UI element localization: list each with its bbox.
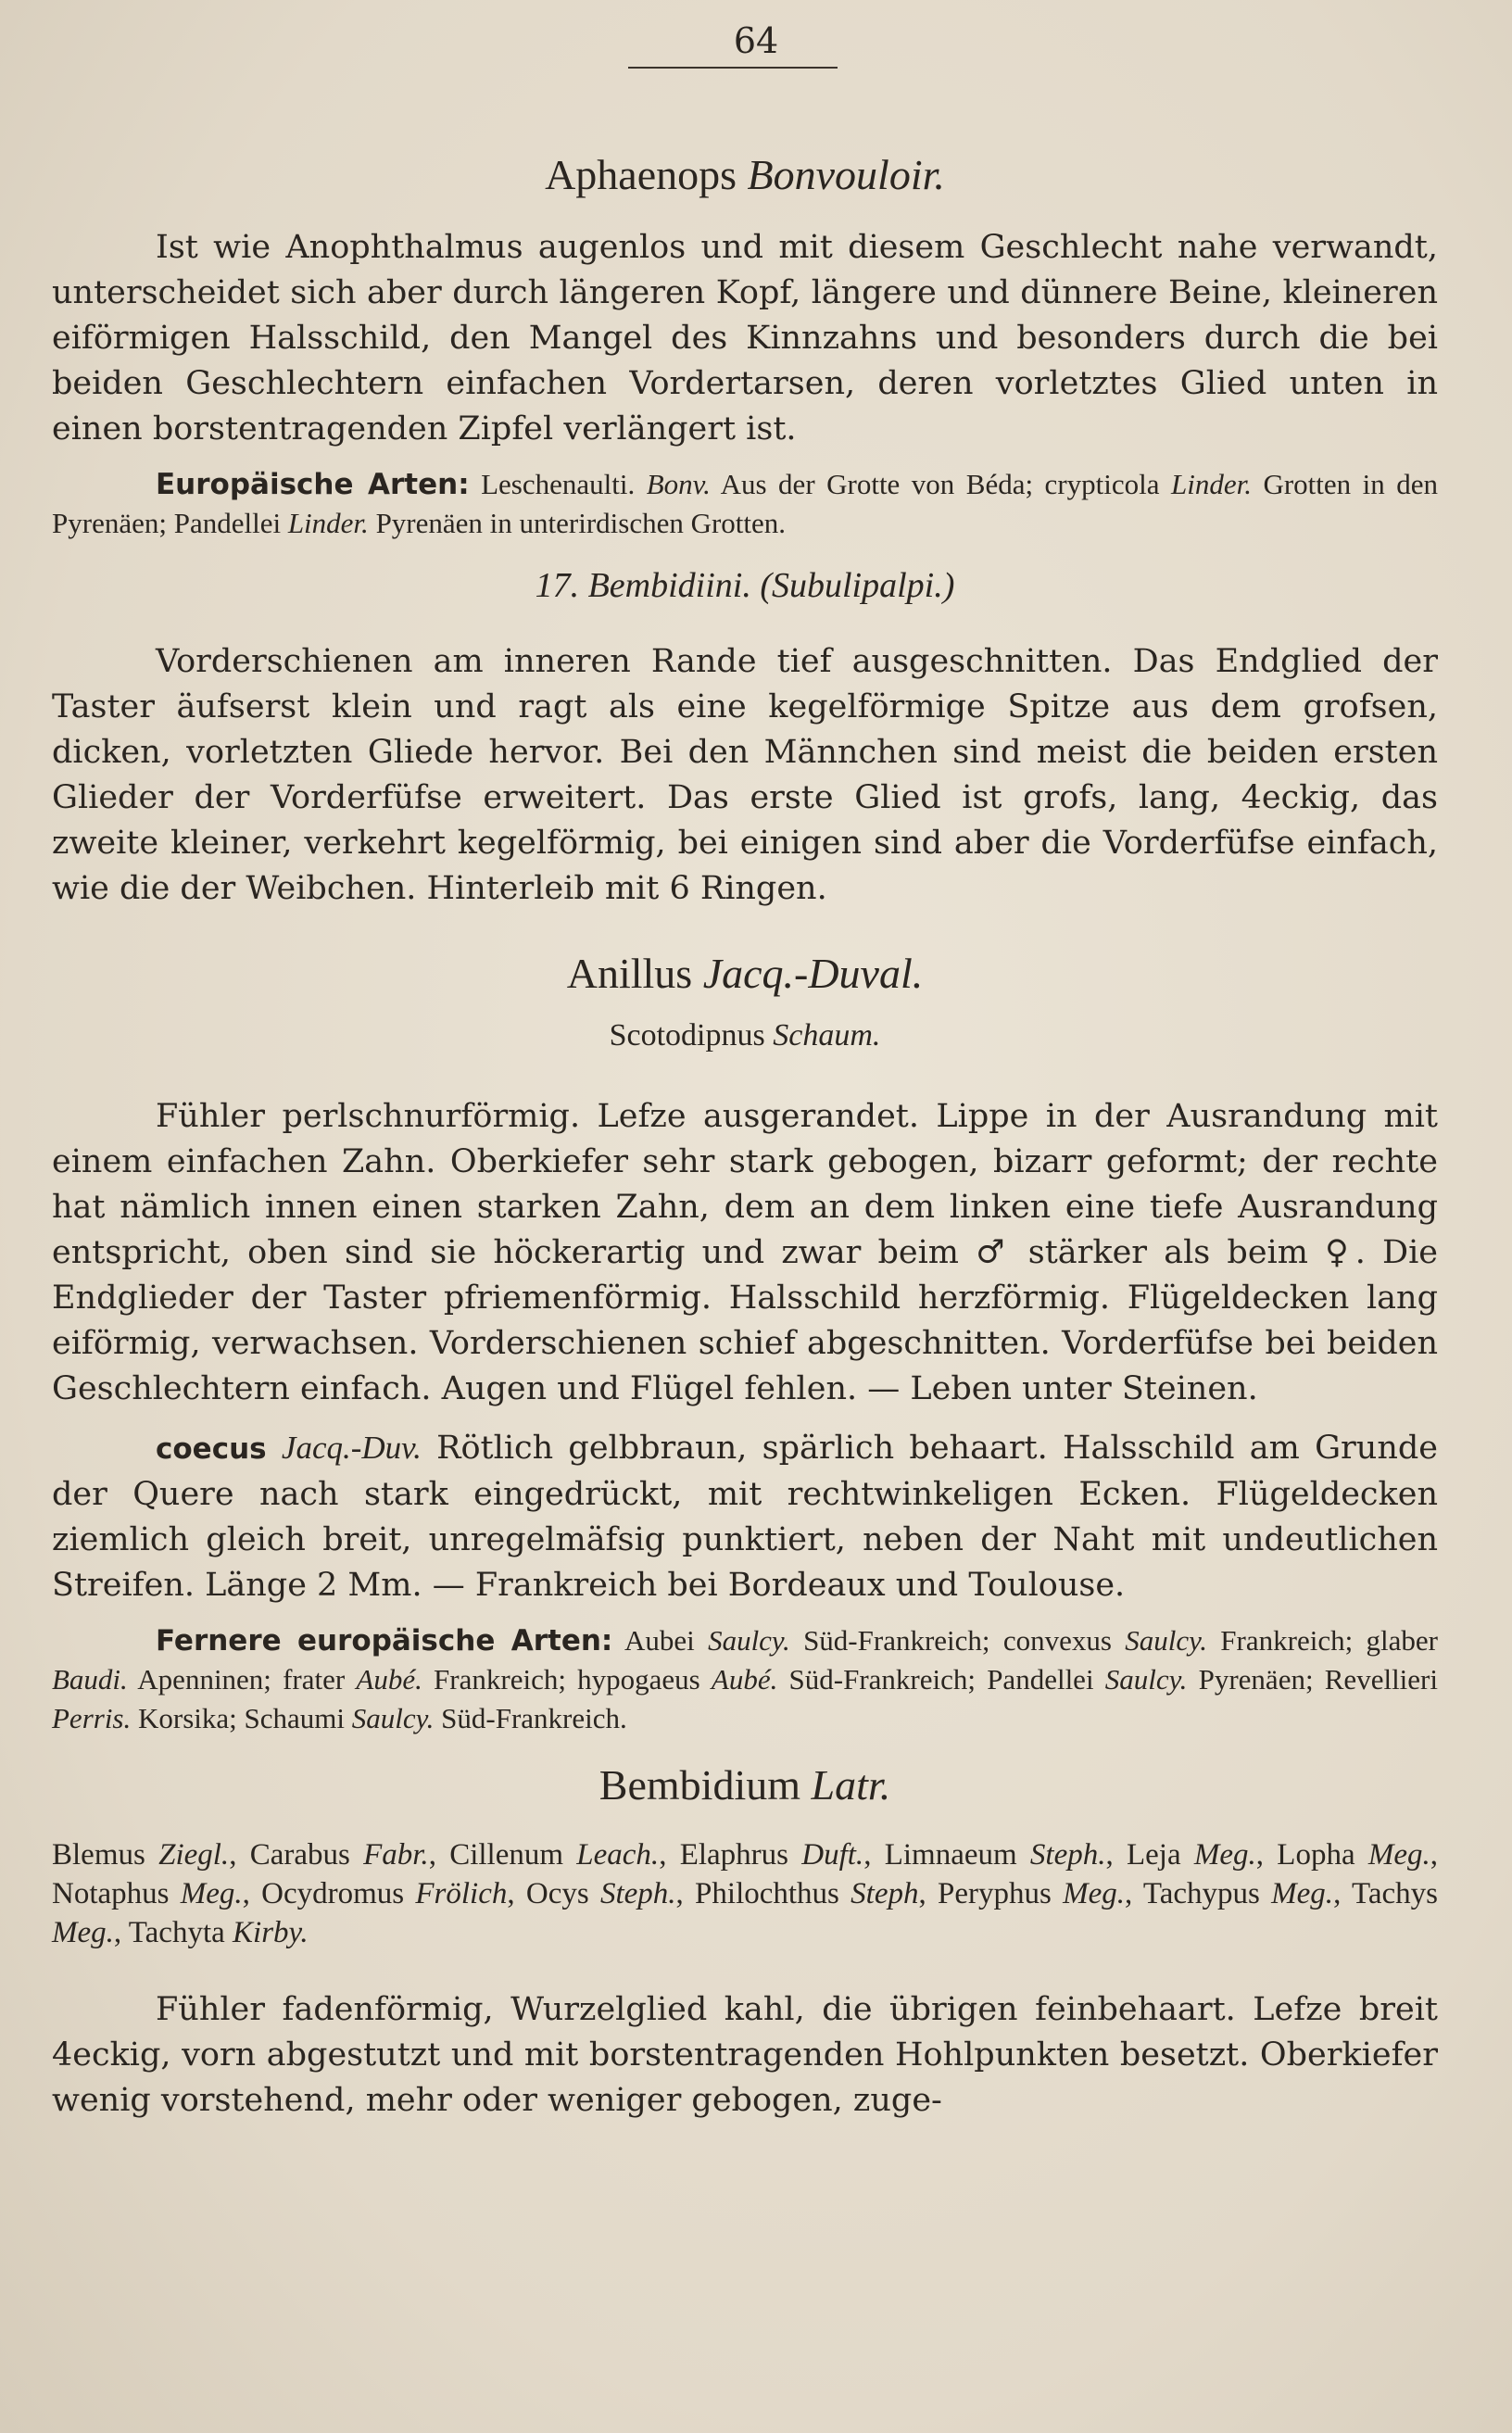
synonym: , Elaphrus xyxy=(659,1838,802,1872)
species-text: Apenninen; frater xyxy=(127,1663,357,1696)
synonym-author: Duft. xyxy=(801,1838,864,1872)
species-text: Süd-Frankreich; convexus xyxy=(789,1624,1126,1657)
synonym-author: Meg. xyxy=(1063,1877,1125,1910)
species-text: Pyrenäen; Revellieri xyxy=(1187,1663,1438,1696)
bembidium-synonyms xyxy=(52,1835,1438,1952)
subgenus-heading xyxy=(52,1018,1438,1053)
tribe-heading: 17. Bembidiini. (Subulipalpi.) xyxy=(535,566,955,605)
species-author: Aubé. xyxy=(356,1663,422,1696)
synonym-author: Kirby. xyxy=(233,1916,309,1949)
genus-heading-aphaenops xyxy=(52,150,1438,199)
synonym-author: Meg. xyxy=(52,1916,114,1949)
species-text: Aus der Grotte von Béda; crypticola xyxy=(710,468,1171,500)
species-text: Leschenaulti. xyxy=(469,468,647,500)
species-text: Frankreich; hypogaeus xyxy=(422,1663,712,1696)
species-author: Saulcy. xyxy=(1125,1624,1207,1657)
species-author: Saulcy. xyxy=(1104,1663,1188,1696)
species-author: Baudi. xyxy=(52,1663,128,1696)
page-number: 64 xyxy=(733,20,779,61)
synonym-author: Steph. xyxy=(1029,1838,1106,1872)
species-text: Süd-Frankreich; Pandellei xyxy=(777,1663,1105,1696)
synonym-author: Fabr. xyxy=(363,1838,429,1872)
species-text: Süd-Frankreich. xyxy=(434,1702,627,1734)
synonym: , Lopha xyxy=(1255,1838,1368,1872)
subgenus-name: Scotodipnus xyxy=(609,1018,765,1053)
species-author: Saulcy. xyxy=(708,1624,790,1657)
genus-author: Jacq.-Duval. xyxy=(702,950,924,997)
species-author: Aubé. xyxy=(711,1663,778,1696)
coecus-paragraph xyxy=(52,1425,1438,1608)
synonym: , Ocys xyxy=(507,1877,600,1910)
species-text: Korsika; Schaumi xyxy=(131,1702,352,1734)
synonym: , Notaphus xyxy=(52,1838,1438,1910)
synonym: , Ocydromus xyxy=(242,1877,416,1910)
genus-author: Latr. xyxy=(811,1761,891,1809)
synonym-author: Ziegl. xyxy=(158,1838,230,1872)
subgenus-author: Schaum. xyxy=(773,1018,881,1053)
synonym-author: Meg. xyxy=(1367,1838,1430,1872)
synonym-author: Frölich xyxy=(415,1877,508,1910)
species-text: Frankreich; glaber xyxy=(1206,1624,1438,1657)
genus-name: Bembidium xyxy=(598,1761,801,1809)
synonym: , Tachypus xyxy=(1125,1877,1272,1910)
bembidium-description: Fühler fadenförmig, Wurzelglied kahl, die übrigen feinbehaart. Lefze breit 4eckig, vorn abgestutzt und mit borstentragenden Hohlpunkten besetzt. Oberkiefer wenig vorstehend, mehr oder weniger gebogen, zuge- xyxy=(52,1991,1438,2119)
species-author: Saulcy. xyxy=(351,1702,435,1734)
aphaenops-description: Ist wie Anophthalmus augenlos und mit diesem Geschlecht nahe verwandt, unterscheidet sich aber durch längeren Kopf, längere und dünnere Beine, kleineren eiförmigen Halsschild, den Mangel des Kinnzahns und besonders durch die bei beiden Geschlechtern einfachen Vordertarsen, deren vorletztes Glied unten in einen borstentragenden Zipfel verlängert ist. xyxy=(52,229,1438,448)
synonym-author: Meg. xyxy=(180,1877,243,1910)
synonym: , Limnaeum xyxy=(863,1838,1030,1872)
synonym: , Philochthus xyxy=(675,1877,851,1910)
species-author: Linder. xyxy=(1170,468,1252,500)
synonym-author: Steph xyxy=(850,1877,919,1910)
species-author: Bonv. xyxy=(646,468,711,500)
synonym-author: Leach. xyxy=(576,1838,660,1872)
genus-heading-anillus xyxy=(52,949,1438,998)
further-species-label: Fernere europäische Arten: xyxy=(156,1624,613,1658)
species-text: Grotten in den Pyrenäen; Pandellei xyxy=(52,468,1438,539)
synonym: Blemus xyxy=(52,1838,159,1872)
species-author: Perris. xyxy=(52,1702,132,1734)
species-text: Pyrenäen in unterirdischen Grotten. xyxy=(368,507,787,539)
species-name: coecus xyxy=(156,1432,267,1466)
synonym: , Peryphus xyxy=(918,1877,1064,1910)
synonym-author: Meg. xyxy=(1271,1877,1334,1910)
page-content xyxy=(52,150,1438,2124)
synonym: , Tachyta xyxy=(113,1916,233,1949)
genus-author: Bonvouloir. xyxy=(747,151,945,198)
species-author: Jacq.-Duv. xyxy=(281,1430,422,1466)
synonym: , Leja xyxy=(1105,1838,1194,1872)
synonym-author: Steph. xyxy=(599,1877,676,1910)
genus-name: Aphaenops xyxy=(545,151,737,198)
tribe-description: Vorderschienen am inneren Rande tief ausgeschnitten. Das Endglied der Taster äufserst klein und ragt als eine kegelförmige Spitze aus dem grofsen, dicken, vorletzten Gliede hervor. Bei den Männchen sind meist die beiden ersten Glieder der Vorderfüfse erweitert. Das erste Glied ist grofs, lang, 4eckig, das zweite kleiner, verkehrt kegelförmig, bei einigen sind aber die Vorderfüfse einfach, wie die der Weibchen. Hinterleib mit 6 Ringen. xyxy=(52,643,1438,907)
species-author: Linder. xyxy=(287,507,369,539)
synonym-author: Meg. xyxy=(1193,1838,1256,1872)
genus-heading-bembidium xyxy=(52,1760,1438,1809)
genus-name: Anillus xyxy=(566,950,693,997)
synonym: , Cillenum xyxy=(428,1838,577,1872)
header-rule xyxy=(628,67,838,69)
synonym: , Tachys xyxy=(1333,1877,1438,1910)
species-text: Aubei xyxy=(612,1624,709,1657)
species-text: Rötlich gelbbraun, spärlich behaart. Halsschild am Grunde der Quere nach stark eingedrückt, mit rechtwinkeligen Ecken. Flügeldecken ziemlich gleich breit, unregelmäfsig punktiert, neben der Naht mit undeutlichen Streifen. Länge 2 Mm. — Frankreich bei Bordeaux und Toulouse. xyxy=(52,1430,1438,1604)
aphaenops-species xyxy=(52,465,1438,543)
species-label: Europäische Arten: xyxy=(156,468,470,501)
anillus-further-species xyxy=(52,1621,1438,1738)
synonym: , Carabus xyxy=(229,1838,364,1872)
anillus-description: Fühler perlschnurförmig. Lefze ausgerandet. Lippe in der Ausrandung mit einem einfachen Zahn. Oberkiefer sehr stark gebogen, bizarr geformt; der rechte hat nämlich innen einen starken Zahn, dem an dem linken eine tiefe Ausrandung entspricht, oben sind sie höckerartig und zwar beim ♂ stärker als beim ♀. Die Endglieder der Taster pfriemenförmig. Halsschild herzförmig. Flügeldecken lang eiförmig, verwachsen. Vorderschienen schief abgeschnitten. Vorderfüfse bei beiden Geschlechtern einfach. Augen und Flügel fehlen. — Leben unter Steinen. xyxy=(52,1098,1438,1407)
